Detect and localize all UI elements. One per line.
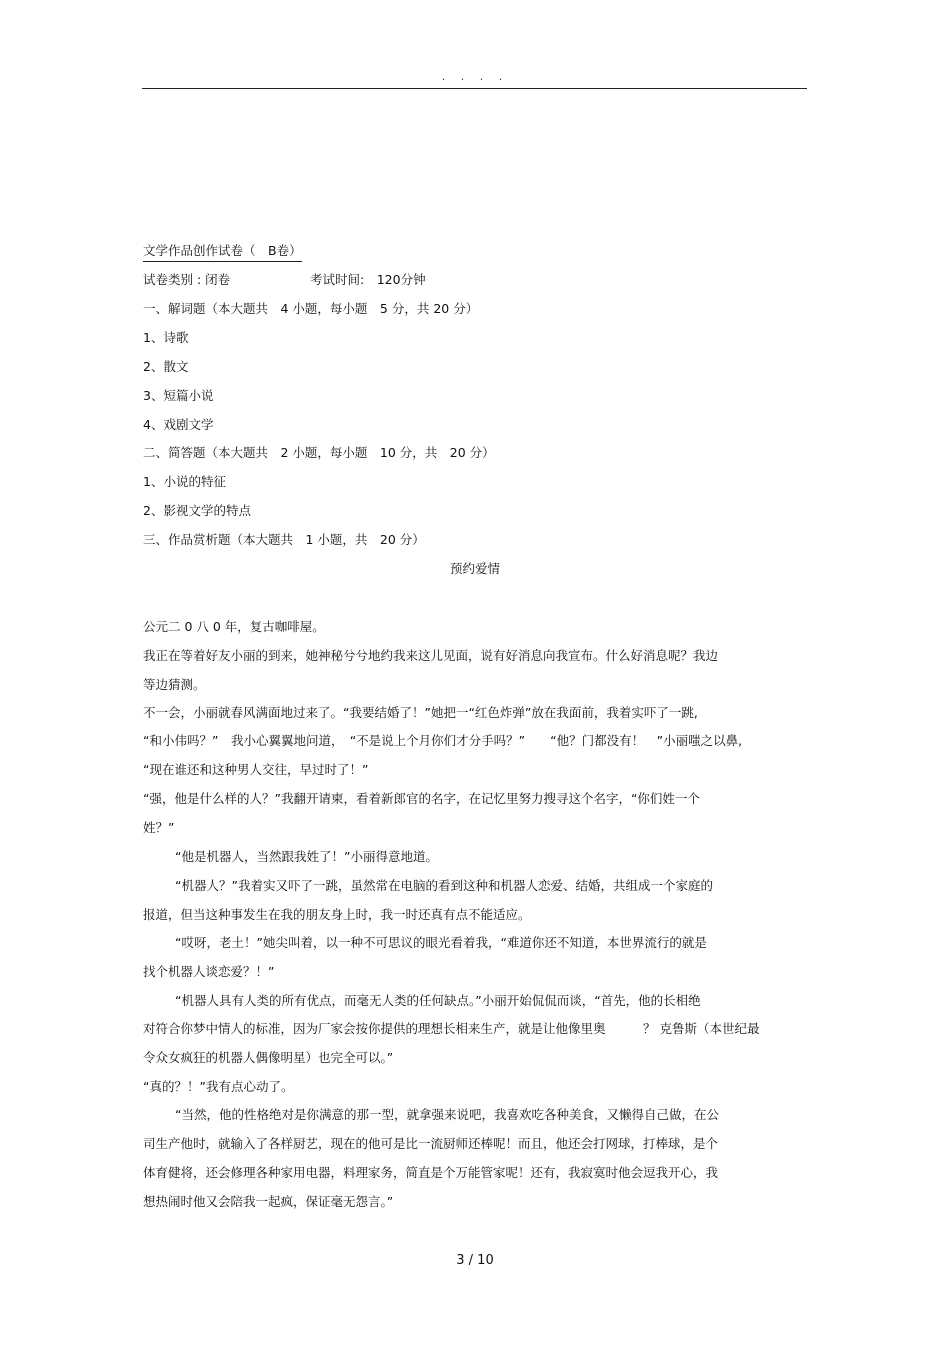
story-line: 不一会，小丽就春风满面地过来了。“我要结婚了！”她把一“红色炸弹”放在我面前，我着实吓了一跳, [143,705,698,720]
section1-item: 1、诗歌 [143,330,189,345]
story-line: 找个机器人谈恋爱？！” [143,964,275,979]
page-number: 3 / 10 [456,1253,494,1268]
story-line: “哎呀，老土！”她尖叫着，以一种不可思议的眼光看着我，“难道你还不知道，本世界流行的就是 [175,935,707,950]
story-line: “强，他是什么样的人？”我翻开请柬，看着新郎官的名字，在记忆里努力搜寻这个名字，“你们姓一个 [143,791,700,806]
story-line: 我正在等着好友小丽的到来，她神秘兮兮地约我来这儿见面，说有好消息向我宣布。什么好消息呢？我边 [143,648,719,663]
story-line: “和小伟吗？” 我小心翼翼地问道， “不是说上个月你们才分手吗？” “他？门都没有！ ”小丽嗤之以鼻, [143,733,743,748]
section1-item: 2、散文 [143,359,189,374]
story-line: 对符合你梦中情人的标准，因为厂家会按你提供的理想长相来生产，就是让他像里奥 ？ 克鲁斯（本世纪最 [143,1021,760,1036]
story-line: “现在谁还和这种男人交往，早过时了！” [143,762,369,777]
story-line: 等边猜测。 [143,677,206,692]
story-title: 预约爱情 [449,561,500,576]
story-line: 报道，但当这种事发生在我的朋友身上时，我一时还真有点不能适应。 [143,907,531,922]
story-line: 司生产他时，就输入了各样厨艺，现在的他可是比一流厨师还棒呢！而且，他还会打网球，打棒球，是个 [143,1136,719,1151]
header-dots: . . . . [441,70,509,83]
exam-type: 试卷类别 : 闭卷 [143,272,231,287]
story-line: 姓？” [143,820,175,835]
story-line: “他是机器人，当然跟我姓了！”小丽得意地道。 [175,849,438,864]
story-line: “当然，他的性格绝对是你满意的那一型，就拿强来说吧，我喜欢吃各种美食，又懒得自己做，在公 [175,1107,719,1122]
section2-item: 2、影视文学的特点 [143,503,251,518]
story-line: 令众女疯狂的机器人偶像明星）也完全可以。” [143,1050,394,1065]
section2-item: 1、小说的特征 [143,474,226,489]
exam-title: 文学作品创作试卷（ B卷） [143,241,302,262]
section1-heading: 一、解词题（本大题共 4 小题，每小题 5 分，共 20 分） [143,301,479,316]
story-line: “机器人具有人类的所有优点，而毫无人类的任何缺点。”小丽开始侃侃而谈，“首先，他的长相绝 [175,993,701,1008]
story-line: 体育健将，还会修理各种家用电器，料理家务，简直是个万能管家呢！还有，我寂寞时他会逗我开心，我 [143,1165,719,1180]
section1-item: 4、戏剧文学 [143,417,214,432]
story-line: “机器人？”我着实又吓了一跳，虽然常在电脑的看到这种和机器人恋爱、结婚，共组成一个家庭的 [175,878,713,893]
section3-heading: 三、作品赏析题（本大题共 1 小题，共 20 分） [143,532,425,547]
story-line: 想热闹时他又会陪我一起疯，保证毫无怨言。” [143,1194,394,1209]
story-line: 公元二 0 八 0 年，复古咖啡屋。 [143,619,325,634]
header-rule [142,88,807,89]
exam-time: 考试时间: 120分钟 [310,272,426,287]
section2-heading: 二、简答题（本大题共 2 小题，每小题 10 分，共 20 分） [143,445,495,460]
story-line: “真的？！”我有点心动了。 [143,1079,294,1094]
section1-item: 3、短篇小说 [143,388,214,403]
